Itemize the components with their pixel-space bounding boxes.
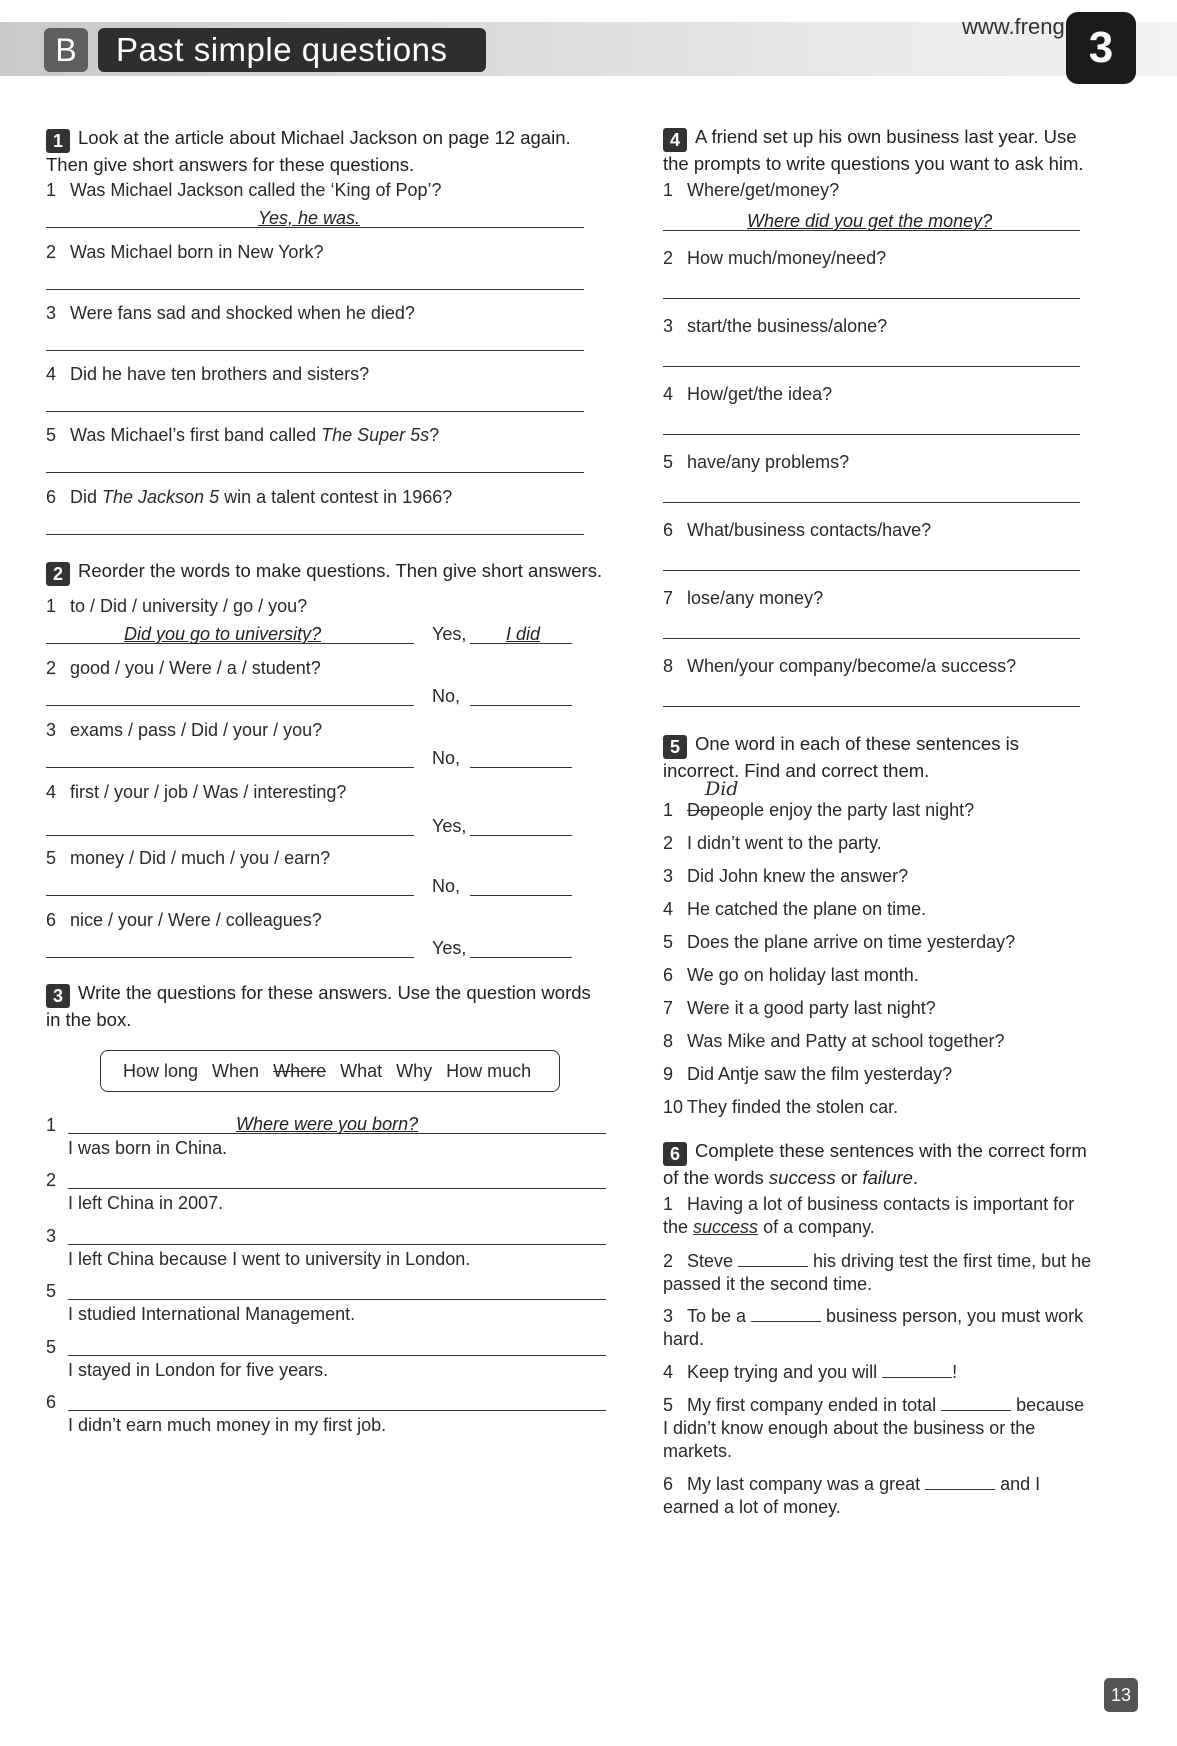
ex2-prefix-6: Yes, — [432, 938, 467, 958]
answer-line[interactable] — [68, 1355, 606, 1356]
ex3-answer-5: I stayed in London for five years. — [68, 1360, 329, 1380]
ex3-answer-6: I didn’t earn much money in my first job. — [68, 1415, 387, 1435]
ex1-example-answer: Yes, he was. — [258, 208, 361, 228]
short-answer-line[interactable] — [470, 705, 572, 706]
ex5-item-5: 5 Does the plane arrive on time yesterday? — [663, 932, 1016, 952]
short-answer-line[interactable] — [470, 835, 572, 836]
blank[interactable] — [882, 1363, 952, 1378]
answer-line[interactable] — [663, 366, 1080, 367]
ex2-number: 2 — [46, 562, 70, 586]
section-letter: B — [44, 28, 88, 72]
ex5-instruction: 5 One word in each of these sentences is incorrect. Find and correct them. — [663, 733, 1019, 781]
answer-line[interactable] — [68, 1410, 606, 1411]
ex5-item-1: 1 Dopeople enjoy the party last night? — [663, 800, 975, 820]
ex6-sentence-5: 5 My first company ended in total because I didn’t know enough about the business or the markets. — [663, 1395, 1085, 1461]
page-number: 13 — [1104, 1678, 1138, 1712]
handwritten-correction: Did — [705, 778, 739, 800]
answer-line[interactable] — [663, 706, 1080, 707]
ex4-item-1: 1 Where/get/money? — [663, 180, 840, 200]
answer-line[interactable] — [46, 289, 584, 290]
ex2-item-5: 5 money / Did / much / you / earn? — [46, 848, 331, 868]
ex5-item-8: 8 Was Mike and Patty at school together? — [663, 1031, 1005, 1051]
ex2-item-2: 2 good / you / Were / a / student? — [46, 658, 321, 678]
ex4-example-answer: Where did you get the money? — [747, 211, 993, 231]
blank[interactable] — [751, 1307, 821, 1322]
ex6-sentence-2: 2 Steve his driving test the first time, but he passed it the second time. — [663, 1251, 1092, 1294]
ex2-item-3: 3 exams / pass / Did / your / you? — [46, 720, 323, 740]
answer-line[interactable] — [663, 298, 1080, 299]
ex6-sentence-4: 4 Keep trying and you will ! — [663, 1362, 958, 1382]
ex1-item-6: 6 Did The Jackson 5 win a talent contest in 1966? — [46, 487, 453, 507]
answer-line[interactable] — [46, 895, 414, 896]
website-url: www.freng — [962, 14, 1065, 39]
ex6-number: 6 — [663, 1142, 687, 1166]
ex3-answer-3: I left China because I went to university in London. — [68, 1249, 471, 1269]
answer-line[interactable] — [46, 472, 584, 473]
ex5-item-2: 2 I didn’t went to the party. — [663, 833, 882, 853]
answer-line[interactable] — [68, 1244, 606, 1245]
ex3-answer-1: I was born in China. — [68, 1138, 228, 1158]
ex3-num-4: 5 — [46, 1281, 57, 1301]
ex5-item-10: 10 They finded the stolen car. — [663, 1097, 899, 1117]
ex5-item-6: 6 We go on holiday last month. — [663, 965, 919, 985]
ex4-item-2: 2 How much/money/need? — [663, 248, 887, 268]
ex1-number: 1 — [46, 129, 70, 153]
ex3-example-question: Where were you born? — [236, 1114, 419, 1134]
ex2-prefix-3: No, — [432, 748, 461, 768]
ex4-item-7: 7 lose/any money? — [663, 588, 824, 608]
page-title: Past simple questions — [98, 28, 486, 72]
ex3-instruction: 3 Write the questions for these answers. Use the question words in the box. — [46, 982, 591, 1030]
short-answer-line[interactable] — [470, 895, 572, 896]
answer-line[interactable] — [46, 767, 414, 768]
answer-line[interactable] — [68, 1299, 606, 1300]
blank[interactable] — [941, 1396, 1011, 1411]
ex4-item-3: 3 start/the business/alone? — [663, 316, 888, 336]
ex2-prefix-1: Yes, — [432, 624, 467, 644]
ex6-example-answer: success — [693, 1217, 759, 1237]
ex1-instruction: 1 Look at the article about Michael Jackson on page 12 again. Then give short answers for these questions. — [46, 127, 571, 175]
ex5-item-9: 9 Did Antje saw the film yesterday? — [663, 1064, 953, 1084]
ex2-item-6: 6 nice / your / Were / colleagues? — [46, 910, 322, 930]
ex3-num-1: 1 — [46, 1115, 57, 1135]
ex6-instruction: 6 Complete these sentences with the correct form of the words success or failure. — [663, 1140, 1087, 1188]
ex1-item-4: 4 Did he have ten brothers and sisters? — [46, 364, 370, 384]
answer-line[interactable] — [68, 1188, 606, 1189]
ex2-prefix-2: No, — [432, 686, 461, 706]
ex4-instruction: 4 A friend set up his own business last year. Use the prompts to write questions you want to ask him. — [663, 126, 1084, 174]
ex6-sentence-3: 3 To be a business person, you must work hard. — [663, 1306, 1084, 1349]
ex2-prefix-4: Yes, — [432, 816, 467, 836]
ex1-item-3: 3 Were fans sad and shocked when he died? — [46, 303, 415, 323]
ex6-sentence-6: 6 My last company was a great and I earned a lot of money. — [663, 1474, 1041, 1517]
ex4-item-4: 4 How/get/the idea? — [663, 384, 833, 404]
ex2-prefix-5: No, — [432, 876, 461, 896]
ex5-item-4: 4 He catched the plane on time. — [663, 899, 927, 919]
ex1-item-5: 5 Was Michael’s first band called The Super 5s? — [46, 425, 440, 445]
ex2-example-short: I did — [506, 624, 541, 644]
answer-line[interactable] — [46, 411, 584, 412]
answer-line[interactable] — [46, 534, 584, 535]
answer-line[interactable] — [663, 570, 1080, 571]
ex3-number: 3 — [46, 984, 70, 1008]
answer-line[interactable] — [46, 350, 584, 351]
ex4-item-8: 8 When/your company/become/a success? — [663, 656, 1017, 676]
ex4-item-6: 6 What/business contacts/have? — [663, 520, 932, 540]
ex2-item-1: 1 to / Did / university / go / you? — [46, 596, 308, 616]
ex2-item-4: 4 first / your / job / Was / interesting? — [46, 782, 347, 802]
unit-badge: 3 — [1066, 12, 1136, 84]
ex4-number: 4 — [663, 128, 687, 152]
ex5-item-3: 3 Did John knew the answer? — [663, 866, 909, 886]
ex2-example-question: Did you go to university? — [124, 624, 322, 644]
ex3-num-5: 5 — [46, 1337, 57, 1357]
ex5-number: 5 — [663, 735, 687, 759]
ex1-item-2: 2 Was Michael born in New York? — [46, 242, 324, 262]
ex3-num-3: 3 — [46, 1226, 57, 1246]
blank[interactable] — [925, 1475, 995, 1490]
ex3-answer-2: I left China in 2007. — [68, 1193, 224, 1213]
ex2-instruction: 2 Reorder the words to make questions. Then give short answers. — [46, 560, 602, 586]
question-word-box: How long When Where What Why How much — [100, 1050, 560, 1092]
answer-line[interactable] — [46, 705, 414, 706]
blank[interactable] — [738, 1252, 808, 1267]
answer-line[interactable] — [663, 502, 1080, 503]
ex1-item-1: 1 Was Michael Jackson called the ‘King of Pop’? — [46, 180, 442, 200]
ex3-num-2: 2 — [46, 1170, 57, 1190]
ex4-item-5: 5 have/any problems? — [663, 452, 850, 472]
ex3-answer-4: I studied International Management. — [68, 1304, 356, 1324]
ex5-item-7: 7 Were it a good party last night? — [663, 998, 936, 1018]
short-answer-line[interactable] — [470, 767, 572, 768]
ex6-sentence-1: 1 Having a lot of business contacts is important for the success of a company. — [663, 1194, 1075, 1237]
ex3-num-6: 6 — [46, 1392, 57, 1412]
answer-line[interactable] — [46, 957, 414, 958]
short-answer-line[interactable] — [470, 957, 572, 958]
answer-line[interactable] — [663, 638, 1080, 639]
answer-line[interactable] — [46, 835, 414, 836]
answer-line[interactable] — [663, 434, 1080, 435]
